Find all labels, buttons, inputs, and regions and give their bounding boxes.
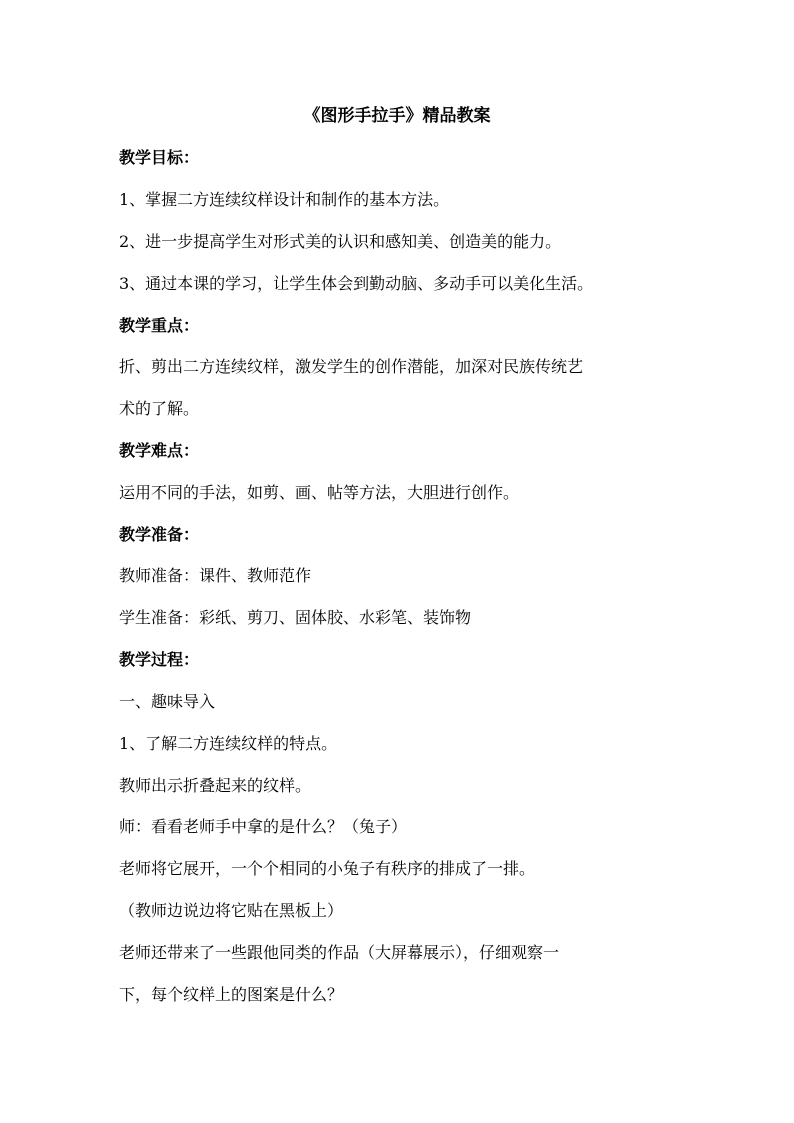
- section-heading-preparation: 教学准备：: [119, 525, 200, 544]
- body-line: 1、掌握二方连续纹样设计和制作的基本方法。: [119, 190, 450, 209]
- section-heading-objectives: 教学目标：: [119, 148, 200, 167]
- body-line: 3、通过本课的学习，让学生体会到勤动脑、多动手可以美化生活。: [119, 274, 594, 293]
- body-line: 老师还带来了一些跟他同类的作品（大屏幕展示），仔细观察一: [119, 943, 560, 962]
- body-line: 2、进一步提高学生对形式美的认识和感知美、创造美的能力。: [119, 232, 562, 251]
- document-title: 《图形手拉手》精品教案: [303, 106, 491, 126]
- body-line: 老师将它展开，一个个相同的小兔子有秩序的排成了一排。: [119, 859, 536, 878]
- section-heading-process: 教学过程：: [119, 650, 200, 669]
- body-line: 折、剪出二方连续纹样，激发学生的创作潜能，加深对民族传统艺: [119, 357, 584, 376]
- body-line: 1、了解二方连续纹样的特点。: [119, 734, 338, 753]
- body-line: 教师出示折叠起来的纹样。: [119, 776, 312, 795]
- body-line: 师：看看老师手中拿的是什么？（兔子）: [119, 817, 408, 836]
- body-line: （教师边说边将它贴在黑板上）: [119, 901, 344, 920]
- body-line: 学生准备：彩纸、剪刀、固体胶、水彩笔、装饰物: [119, 608, 472, 627]
- section-heading-key-points: 教学重点：: [119, 316, 200, 335]
- body-line: 术的了解。: [119, 399, 200, 418]
- body-line: 下，每个纹样上的图案是什么？: [119, 985, 344, 1004]
- body-line: 运用不同的手法，如剪、画、帖等方法，大胆进行创作。: [119, 483, 520, 502]
- body-line: 教师准备：课件、教师范作: [119, 566, 312, 585]
- body-line: 一、趣味导入: [119, 692, 216, 711]
- section-heading-difficulties: 教学难点：: [119, 441, 200, 460]
